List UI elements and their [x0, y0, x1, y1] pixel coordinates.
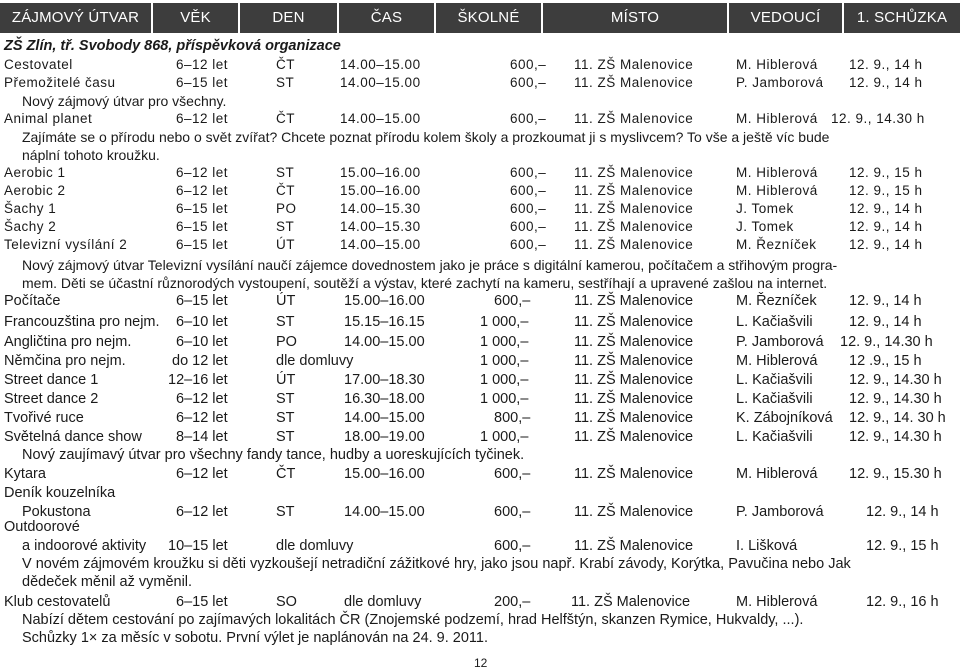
day: PO [276, 201, 297, 216]
table-row [0, 75, 960, 93]
age: 6–15 let [176, 293, 228, 309]
first-meeting: 12. 9., 15.30 h [849, 466, 942, 482]
age: 6–12 let [176, 57, 229, 72]
leader: J. Tomek [736, 201, 794, 216]
activity-name: Klub cestovatelů [4, 594, 111, 610]
leader: M. Řezníček [736, 293, 817, 309]
time: 14.00–15.00 [340, 111, 421, 126]
day: ČT [276, 111, 295, 126]
header-time: ČAS [370, 9, 403, 26]
time: 14.00–15.00 [340, 237, 421, 252]
table-row [0, 165, 960, 183]
fee: 600,– [510, 165, 547, 180]
activity-description: Schůzky 1× za měsíc v sobotu. První výlet je naplánován na 24. 9. 2011. [22, 630, 489, 646]
fee: 600,– [510, 219, 547, 234]
place: 11. ZŠ Malenovice [571, 594, 691, 610]
day: ČT [276, 183, 295, 198]
activity-description: mem. Děti se účastní různorodých vystoupení, soutěží a výstav, které zachytí na kameru, sestříhají a upravené zašlou na internet. [22, 275, 828, 291]
place: 11. ZŠ Malenovice [574, 75, 694, 90]
place: 11. ZŠ Malenovice [574, 201, 694, 216]
place: 11. ZŠ Malenovice [574, 237, 694, 252]
header-first-meeting: 1. SCHŮZKA [856, 9, 948, 26]
age: 6–15 let [176, 594, 228, 610]
activity-name: Šachy 2 [4, 219, 57, 234]
time: 17.00–18.30 [344, 372, 425, 388]
first-meeting: 12. 9., 14.30 h [849, 372, 942, 388]
first-meeting: 12. 9., 14 h [849, 237, 923, 252]
place: 11. ZŠ Malenovice [574, 293, 694, 309]
time: 15.00–16.00 [344, 293, 425, 309]
fee: 1 000,– [480, 429, 529, 445]
age: 6–10 let [176, 334, 228, 350]
leader: L. Kačiašvili [736, 372, 813, 388]
fee: 600,– [510, 201, 547, 216]
fee: 600,– [510, 75, 547, 90]
day: ST [276, 314, 295, 330]
leader: K. Zábojníková [736, 410, 833, 426]
table-row [0, 237, 960, 255]
header-leader: VEDOUCÍ [750, 9, 821, 26]
activity-name: Kytara [4, 466, 46, 482]
table-row [0, 111, 960, 129]
activity-name: a indoorové aktivity [22, 538, 147, 554]
activity-name: Němčina pro nejm. [4, 353, 126, 369]
leader: M. Hiblerová [736, 111, 818, 126]
table-row [0, 314, 960, 332]
place: 11. ZŠ Malenovice [574, 504, 694, 520]
age: 6–15 let [176, 219, 229, 234]
time: 16.30–18.00 [344, 391, 425, 407]
day: ČT [276, 57, 295, 72]
age: 6–12 let [176, 111, 229, 126]
time: 14.00–15.30 [340, 201, 421, 216]
day: ST [276, 429, 295, 445]
leader: L. Kačiašvili [736, 429, 813, 445]
first-meeting: 12. 9., 14 h [849, 314, 922, 330]
fee: 600,– [494, 466, 531, 482]
age: 6–15 let [176, 75, 229, 90]
age: 6–15 let [176, 237, 229, 252]
fee: 600,– [510, 183, 547, 198]
leader: J. Tomek [736, 219, 794, 234]
activity-name: Světelná dance show [4, 429, 142, 445]
age: 6–12 let [176, 504, 228, 520]
first-meeting: 12. 9., 14.30 h [849, 391, 942, 407]
place: 11. ZŠ Malenovice [574, 466, 694, 482]
activity-name: Šachy 1 [4, 201, 57, 216]
age: 6–12 let [176, 410, 228, 426]
fee: 600,– [510, 57, 547, 72]
leader: L. Kačiašvili [736, 314, 813, 330]
table-header [0, 3, 960, 33]
organization-title: ZŠ Zlín, tř. Svobody 868, příspěvková organizace [4, 38, 341, 54]
fee: 600,– [510, 237, 547, 252]
leader: P. Jamborová [736, 334, 824, 350]
first-meeting: 12. 9., 14 h [849, 201, 923, 216]
table-row [0, 410, 960, 428]
day: SO [276, 594, 297, 610]
activity-description: V novém zájmovém kroužku si děti vyzkoušejí netradiční zážitkové hry, jako jsou např. Krabí závody, Korýtka, Pavučina nebo Jak [22, 556, 851, 572]
fee: 600,– [510, 111, 547, 126]
fee: 800,– [494, 410, 531, 426]
day: ÚT [276, 293, 296, 309]
first-meeting: 12. 9., 14.30 h [831, 111, 925, 126]
page-number: 12 [474, 656, 488, 670]
activity-name: Počítače [4, 293, 61, 309]
time: 14.00–15.00 [344, 334, 425, 350]
day: ST [276, 391, 295, 407]
place: 11. ZŠ Malenovice [574, 429, 694, 445]
table-row [0, 466, 960, 484]
header-place: MÍSTO [610, 9, 660, 26]
age: 10–15 let [168, 538, 228, 554]
table-row [0, 504, 960, 522]
leader: I. Lišková [736, 538, 798, 554]
time: 15.00–16.00 [340, 183, 421, 198]
activity-name: Angličtina pro nejm. [4, 334, 132, 350]
age: 6–10 let [176, 314, 228, 330]
leader: M. Hiblerová [736, 353, 818, 369]
fee: 600,– [494, 538, 531, 554]
table-row [0, 293, 960, 311]
table-row [0, 201, 960, 219]
time: 14.00–15.00 [340, 75, 421, 90]
table-row [0, 391, 960, 409]
fee: 1 000,– [480, 353, 529, 369]
place: 11. ZŠ Malenovice [574, 372, 694, 388]
activity-description: dědeček měnil až vyměnil. [22, 574, 193, 590]
first-meeting: 12. 9., 16 h [866, 594, 939, 610]
fee: 600,– [494, 504, 531, 520]
leader: P. Jamborová [736, 504, 824, 520]
first-meeting: 12. 9., 14. 30 h [849, 410, 946, 426]
first-meeting: 12. 9., 15 h [866, 538, 939, 554]
header-activity: ZÁJMOVÝ ÚTVAR [11, 9, 140, 26]
table-row [0, 219, 960, 237]
time: 15.00–16.00 [340, 165, 421, 180]
table-row [0, 334, 960, 352]
day: ST [276, 504, 295, 520]
first-meeting: 12. 9., 14 h [866, 504, 939, 520]
place: 11. ZŠ Malenovice [574, 391, 694, 407]
fee: 1 000,– [480, 391, 529, 407]
place: 11. ZŠ Malenovice [574, 111, 694, 126]
age: 6–15 let [176, 201, 229, 216]
activity-name: Televizní vysílání 2 [4, 237, 128, 252]
age: 6–12 let [176, 391, 228, 407]
table-row [0, 57, 960, 75]
fee: 1 000,– [480, 334, 529, 350]
activity-description: náplní tohoto kroužku. [22, 147, 160, 163]
activity-description: Nový zaujímavý útvar pro všechny fandy tance, hudby a uoreskujících tyčinek. [22, 447, 525, 463]
leader: M. Hiblerová [736, 165, 818, 180]
day: dle domluvy [276, 353, 354, 369]
fee: 1 000,– [480, 372, 529, 388]
first-meeting: 12. 9., 14 h [849, 57, 923, 72]
header-day: DEN [272, 9, 305, 26]
age: 6–12 let [176, 183, 229, 198]
header-fee: ŠKOLNÉ [457, 9, 520, 26]
age: 12–16 let [168, 372, 228, 388]
first-meeting: 12. 9., 14.30 h [840, 334, 933, 350]
day: ÚT [276, 372, 296, 388]
time: 14.00–15.00 [344, 410, 425, 426]
day: PO [276, 334, 297, 350]
day: ČT [276, 466, 296, 482]
time: dle domluvy [344, 594, 422, 610]
leader: M. Hiblerová [736, 466, 818, 482]
activity-name: Street dance 2 [4, 391, 99, 407]
place: 11. ZŠ Malenovice [574, 219, 694, 234]
time: 15.15–16.15 [344, 314, 425, 330]
fee: 200,– [494, 594, 531, 610]
leader: M. Hiblerová [736, 594, 818, 610]
activity-description: Nový zájmový útvar Televizní vysílání naučí zájemce dovednostem jako je práce s digitální kamerou, počítačem a střihovým progra- [22, 257, 838, 273]
day: ST [276, 219, 295, 234]
leader: M. Hiblerová [736, 183, 818, 198]
activity-name: Animal planet [4, 111, 93, 126]
first-meeting: 12. 9., 15 h [849, 165, 923, 180]
day: ÚT [276, 237, 295, 252]
table-row [0, 372, 960, 390]
age: 6–12 let [176, 466, 228, 482]
activity-name: Aerobic 1 [4, 165, 66, 180]
place: 11. ZŠ Malenovice [574, 183, 694, 198]
first-meeting: 12. 9., 14.30 h [849, 429, 942, 445]
activity-description: Nabízí dětem cestování po zajímavých lokalitách ČR (Znojemské podzemí, hrad Helfštýn, skanzen Rymice, Hukvaldy, ...). [22, 612, 804, 628]
leader: L. Kačiašvili [736, 391, 813, 407]
table-row [0, 594, 960, 612]
day: ST [276, 410, 295, 426]
place: 11. ZŠ Malenovice [574, 410, 694, 426]
time: 14.00–15.00 [344, 504, 425, 520]
day: ST [276, 165, 295, 180]
place: 11. ZŠ Malenovice [574, 57, 694, 72]
activity-name: Deník kouzelníka [4, 485, 116, 501]
header-age: VĚK [180, 9, 211, 26]
table-row [0, 183, 960, 201]
time: 18.00–19.00 [344, 429, 425, 445]
first-meeting: 12 .9., 15 h [849, 353, 922, 369]
activity-name: Aerobic 2 [4, 183, 66, 198]
activity-name: Přemožitelé času [4, 75, 116, 90]
leader: M. Hiblerová [736, 57, 818, 72]
leader: P. Jamborová [736, 75, 824, 90]
activity-description: Nový zájmový útvar pro všechny. [22, 93, 227, 109]
activity-name: Tvořivé ruce [4, 410, 84, 426]
first-meeting: 12. 9., 14 h [849, 293, 922, 309]
activity-name: Francouzština pro nejm. [4, 314, 160, 330]
table-row [0, 429, 960, 447]
place: 11. ZŠ Malenovice [574, 538, 694, 554]
place: 11. ZŠ Malenovice [574, 165, 694, 180]
activity-name: Pokustona [22, 504, 91, 520]
activity-name: Cestovatel [4, 57, 73, 72]
age: do 12 let [172, 353, 228, 369]
table-row [0, 353, 960, 371]
day: ST [276, 75, 295, 90]
table-row [0, 538, 960, 556]
first-meeting: 12. 9., 14 h [849, 219, 923, 234]
activity-name: Street dance 1 [4, 372, 99, 388]
place: 11. ZŠ Malenovice [574, 334, 694, 350]
fee: 600,– [494, 293, 531, 309]
fee: 1 000,– [480, 314, 529, 330]
time: 14.00–15.00 [340, 57, 421, 72]
first-meeting: 12. 9., 14 h [849, 75, 923, 90]
activity-name: Outdoorové [4, 519, 80, 535]
activity-description: Zajímáte se o přírodu nebo o svět zvířat? Chcete poznat přírodu kolem školy a prozkoumat ji s myslivcem? To vše a ještě víc bude [22, 129, 830, 145]
age: 6–12 let [176, 165, 229, 180]
time: 15.00–16.00 [344, 466, 425, 482]
first-meeting: 12. 9., 15 h [849, 183, 923, 198]
leader: M. Řezníček [736, 237, 817, 252]
time: 14.00–15.30 [340, 219, 421, 234]
place: 11. ZŠ Malenovice [574, 314, 694, 330]
day: dle domluvy [276, 538, 354, 554]
age: 8–14 let [176, 429, 228, 445]
place: 11. ZŠ Malenovice [574, 353, 694, 369]
